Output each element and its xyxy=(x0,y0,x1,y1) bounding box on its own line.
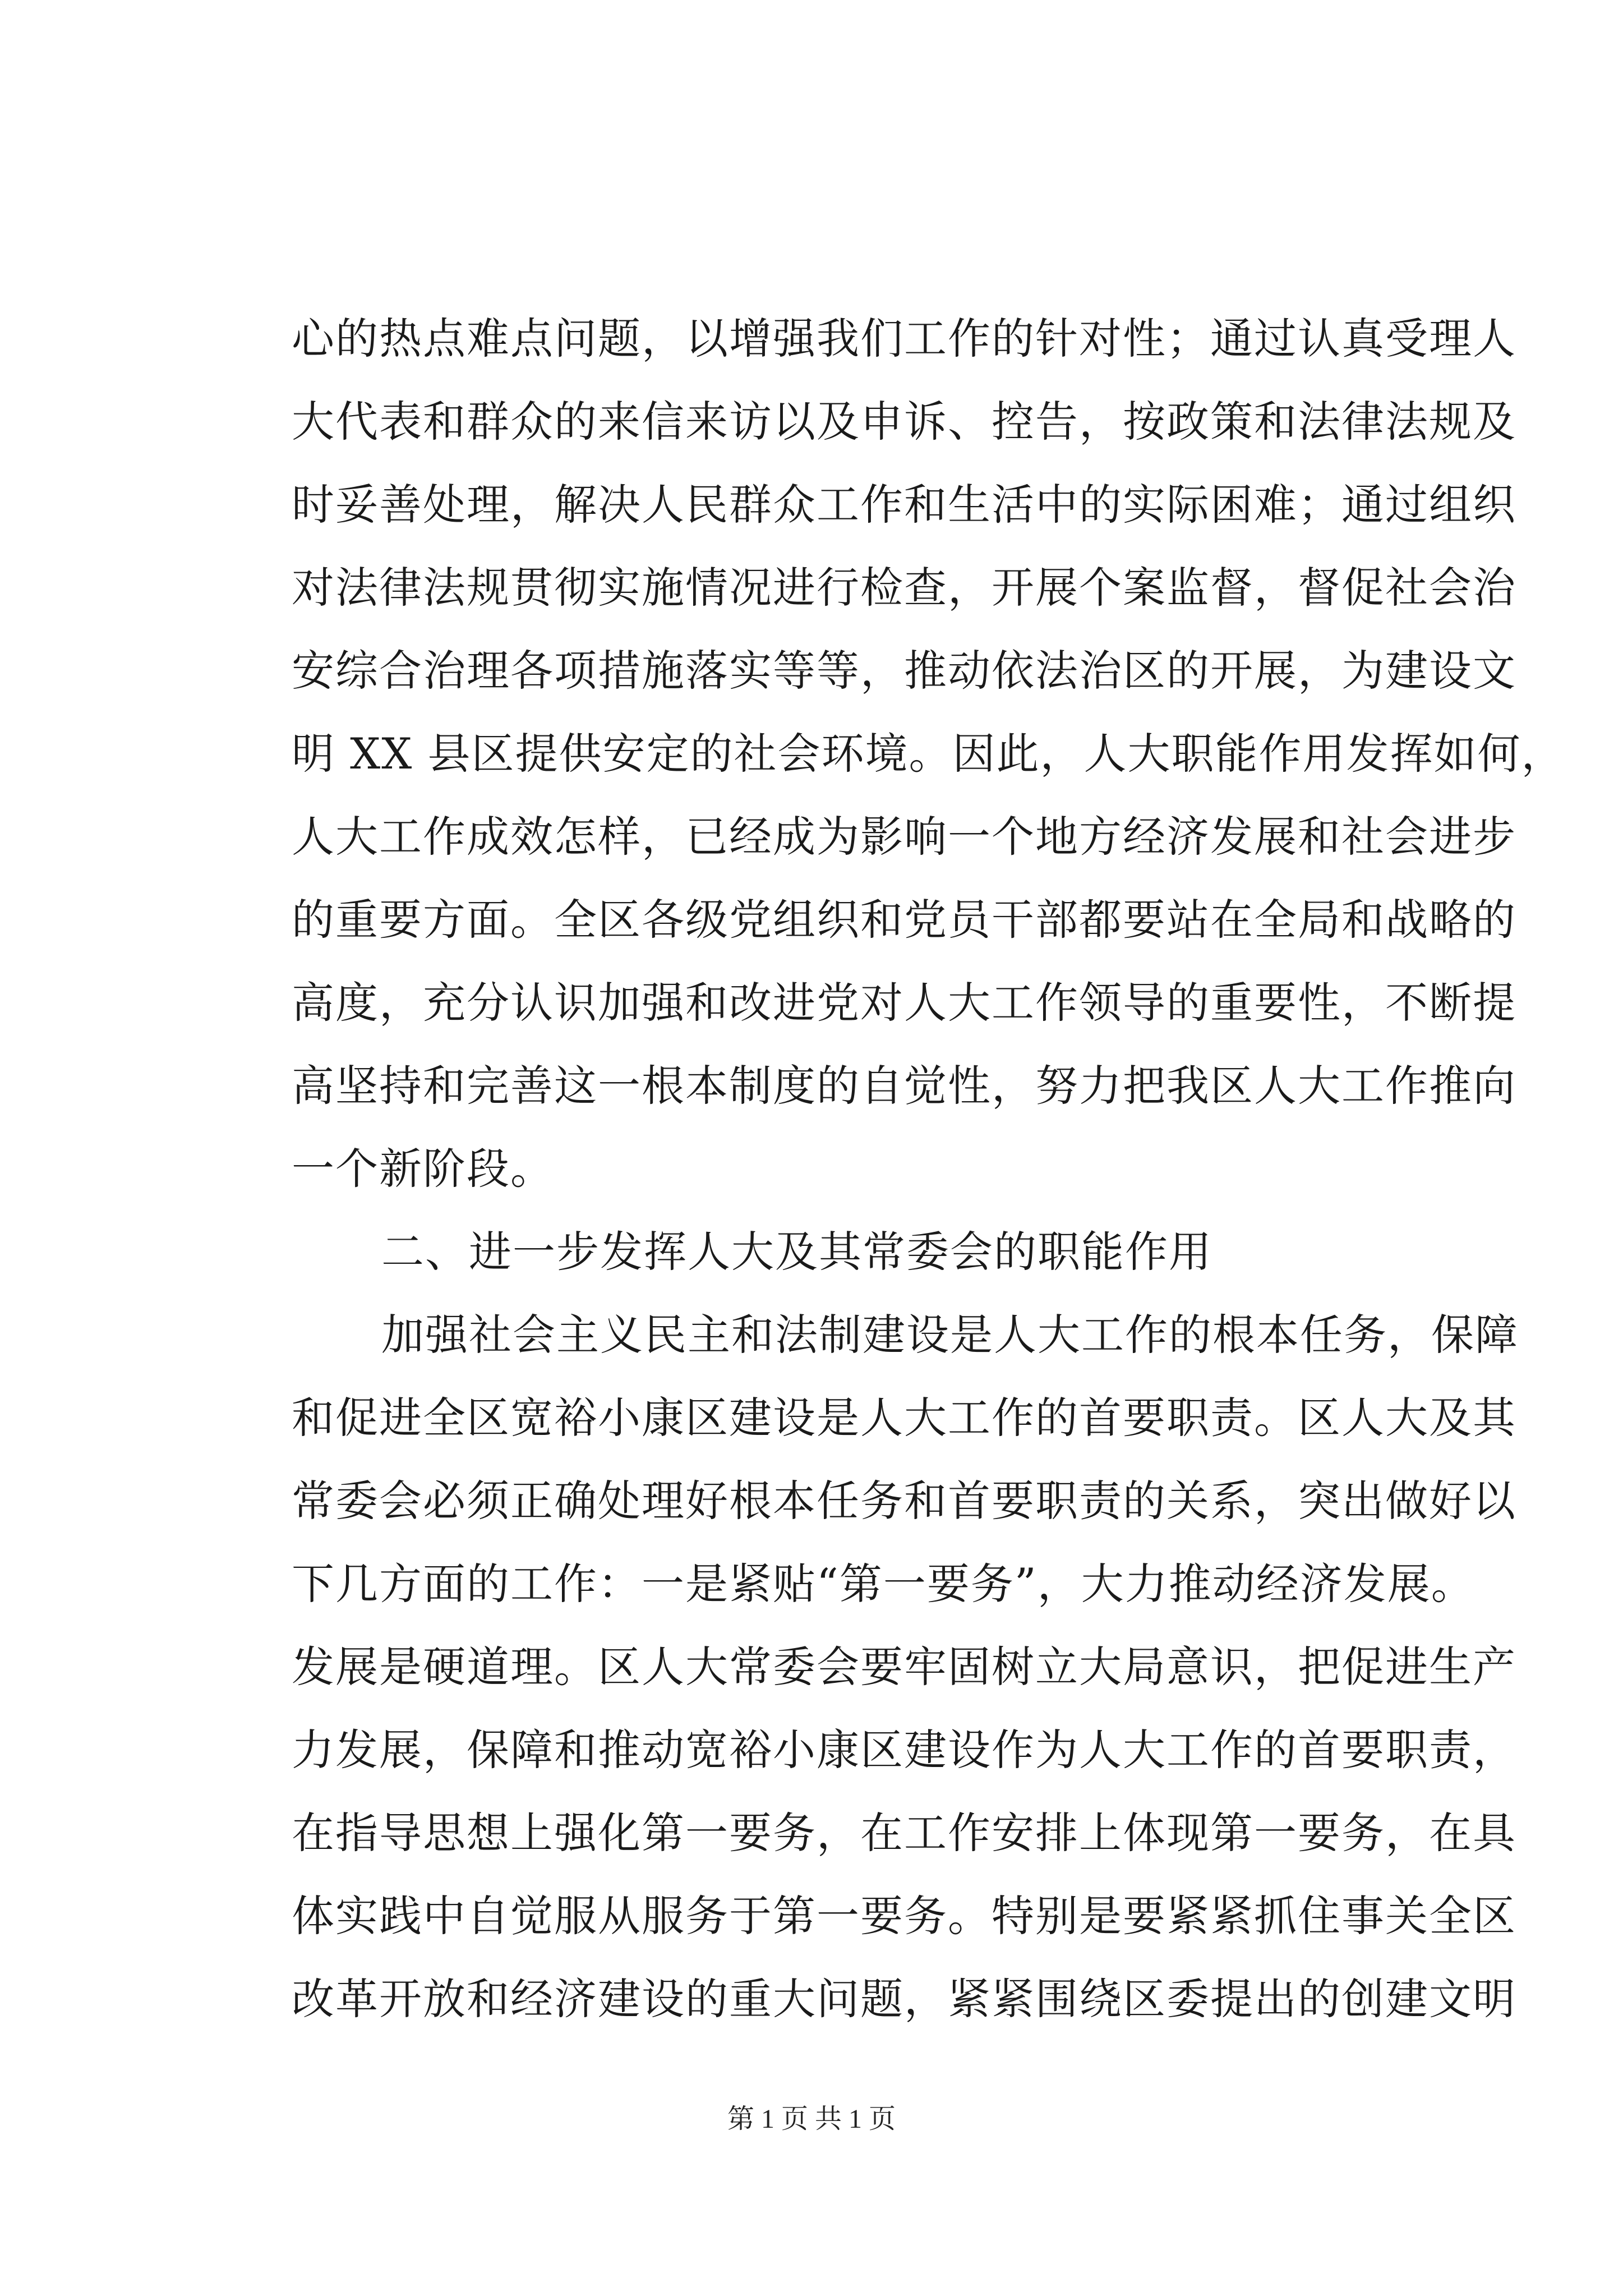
text-line: 对法律法规贯彻实施情况进行检查，开展个案监督，督促社会治 xyxy=(292,563,1516,613)
text-line: 时妥善处理，解决人民群众工作和生活中的实际困难；通过组织 xyxy=(292,480,1516,530)
text-line: 安综合治理各项措施落实等等，推动依法治区的开展，为建设文 xyxy=(292,646,1516,696)
text-line: 一个新阶段。 xyxy=(292,1144,554,1194)
text-line: 常委会必须正确处理好根本任务和首要职责的关系，突出做好以 xyxy=(292,1476,1516,1526)
text-line: 体实践中自觉服从服务于第一要务。特别是要紧紧抓住事关全区 xyxy=(292,1891,1516,1941)
text-line: 明 XX 县区提供安定的社会环境。因此，人大职能作用发挥如何， xyxy=(292,729,1565,779)
text-line: 下几方面的工作：一是紧贴“第一要务”，大力推动经济发展。 xyxy=(292,1559,1475,1609)
text-line: 加强社会主义民主和法制建设是人大工作的根本任务，保障 xyxy=(381,1310,1519,1360)
text-line: 高坚持和完善这一根本制度的自觉性，努力把我区人大工作推向 xyxy=(292,1061,1516,1111)
text-line: 发展是硬道理。区人大常委会要牢固树立大局意识，把促进生产 xyxy=(292,1642,1516,1692)
text-line: 的重要方面。全区各级党组织和党员干部都要站在全局和战略的 xyxy=(292,895,1516,945)
text-line: 大代表和群众的来信来访以及申诉、控告，按政策和法律法规及 xyxy=(292,397,1516,447)
text-line: 心的热点难点问题，以增强我们工作的针对性；通过认真受理人 xyxy=(292,314,1516,364)
page-footer: 第 1 页 共 1 页 xyxy=(727,2104,896,2134)
section-heading: 二、进一步发挥人大及其常委会的职能作用 xyxy=(381,1227,1212,1277)
text-line: 高度，充分认识加强和改进党对人大工作领导的重要性，不断提 xyxy=(292,978,1516,1028)
body-text xyxy=(292,297,1565,2041)
text-line: 和促进全区宽裕小康区建设是人大工作的首要职责。区人大及其 xyxy=(292,1393,1516,1443)
text-line: 在指导思想上强化第一要务，在工作安排上体现第一要务，在具 xyxy=(292,1808,1516,1858)
text-line: 力发展，保障和推动宽裕小康区建设作为人大工作的首要职责， xyxy=(292,1725,1516,1775)
text-line: 改革开放和经济建设的重大问题，紧紧围绕区委提出的创建文明 xyxy=(292,1974,1516,2024)
text-line: 人大工作成效怎样，已经成为影响一个地方经济发展和社会进步 xyxy=(292,812,1516,862)
